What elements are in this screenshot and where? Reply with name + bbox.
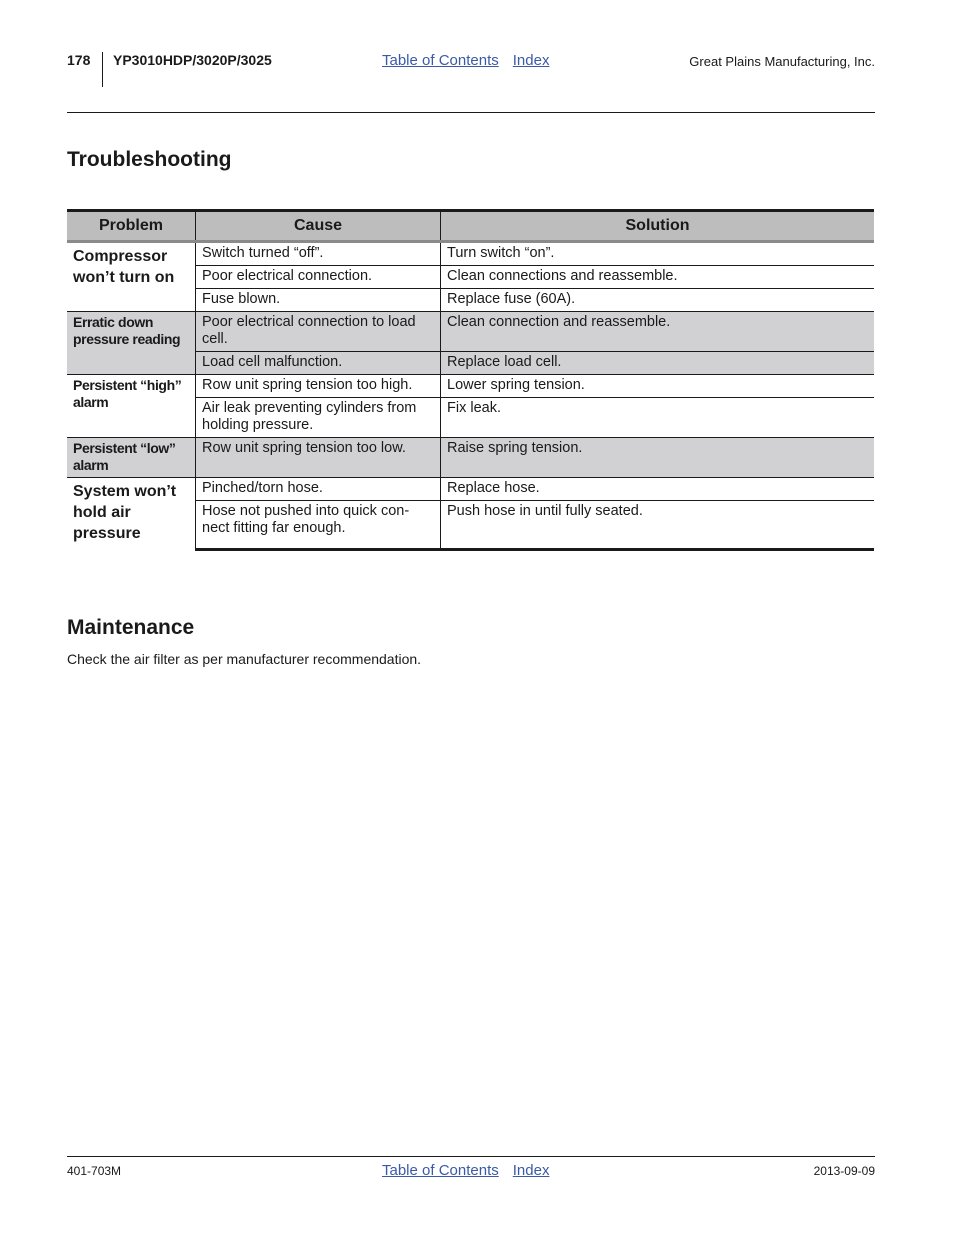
problem-cell: Erratic down pressure reading [67, 312, 196, 375]
cause-cell: Air leak preventing cylinders from holding pressure. [196, 398, 441, 438]
cause-cell: Poor electrical connection to load cell. [196, 312, 441, 352]
document-number: 401-703M [67, 1164, 122, 1178]
page-header [67, 52, 875, 88]
solution-cell: Turn switch “on”. [441, 242, 875, 266]
problem-cell: Persistent “high” alarm [67, 375, 196, 438]
cause-cell: Switch turned “off”. [196, 242, 441, 266]
cause-cell: Pinched/torn hose. [196, 478, 441, 501]
problem-cell: Compressor won’t turn on [67, 242, 196, 312]
header-divider [102, 52, 103, 87]
solution-cell: Clean connection and reassemble. [441, 312, 875, 352]
cause-cell: Load cell malfunction. [196, 352, 441, 375]
solution-cell: Replace load cell. [441, 352, 875, 375]
footer-links [382, 1162, 563, 1179]
solution-cell: Clean connections and reassemble. [441, 266, 875, 289]
model-title: YP3010HDP/3020P/3025 [113, 52, 272, 68]
solution-cell: Lower spring tension. [441, 375, 875, 398]
table-row [67, 478, 874, 501]
company-name: Great Plains Manufacturing, Inc. [689, 54, 875, 69]
column-header-solution: Solution [441, 211, 875, 242]
problem-cell: System won’t hold air pressure [67, 478, 196, 550]
cause-cell: Row unit spring tension too high. [196, 375, 441, 398]
solution-cell: Fix leak. [441, 398, 875, 438]
toc-link[interactable]: Table of Contents [382, 52, 499, 69]
table-row [67, 438, 874, 478]
table-header-row [67, 211, 874, 242]
problem-cell: Persistent “low” alarm [67, 438, 196, 478]
cause-cell: Poor electrical connection. [196, 266, 441, 289]
toc-link[interactable]: Table of Contents [382, 1162, 499, 1179]
header-rule [67, 112, 875, 113]
cause-cell: Hose not pushed into quick con-nect fitting far enough. [196, 501, 441, 550]
footer-rule [67, 1156, 875, 1157]
section-title-maintenance: Maintenance [67, 616, 195, 639]
table-row [67, 312, 874, 352]
index-link[interactable]: Index [512, 52, 550, 69]
index-link[interactable]: Index [512, 1162, 550, 1179]
page-number: 178 [67, 52, 91, 68]
solution-cell: Raise spring tension. [441, 438, 875, 478]
solution-cell: Push hose in until fully seated. [441, 501, 875, 550]
table-row [67, 375, 874, 398]
cause-cell: Row unit spring tension too low. [196, 438, 441, 478]
header-links [382, 52, 563, 69]
table-row [67, 242, 874, 266]
solution-cell: Replace fuse (60A). [441, 289, 875, 312]
solution-cell: Replace hose. [441, 478, 875, 501]
section-title-troubleshooting: Troubleshooting [67, 148, 232, 171]
column-header-cause: Cause [196, 211, 441, 242]
cause-cell: Fuse blown. [196, 289, 441, 312]
maintenance-text: Check the air filter as per manufacturer recommendation. [67, 651, 422, 667]
troubleshooting-table [67, 209, 874, 551]
document-date: 2013-09-09 [813, 1164, 875, 1178]
column-header-problem: Problem [67, 211, 196, 242]
